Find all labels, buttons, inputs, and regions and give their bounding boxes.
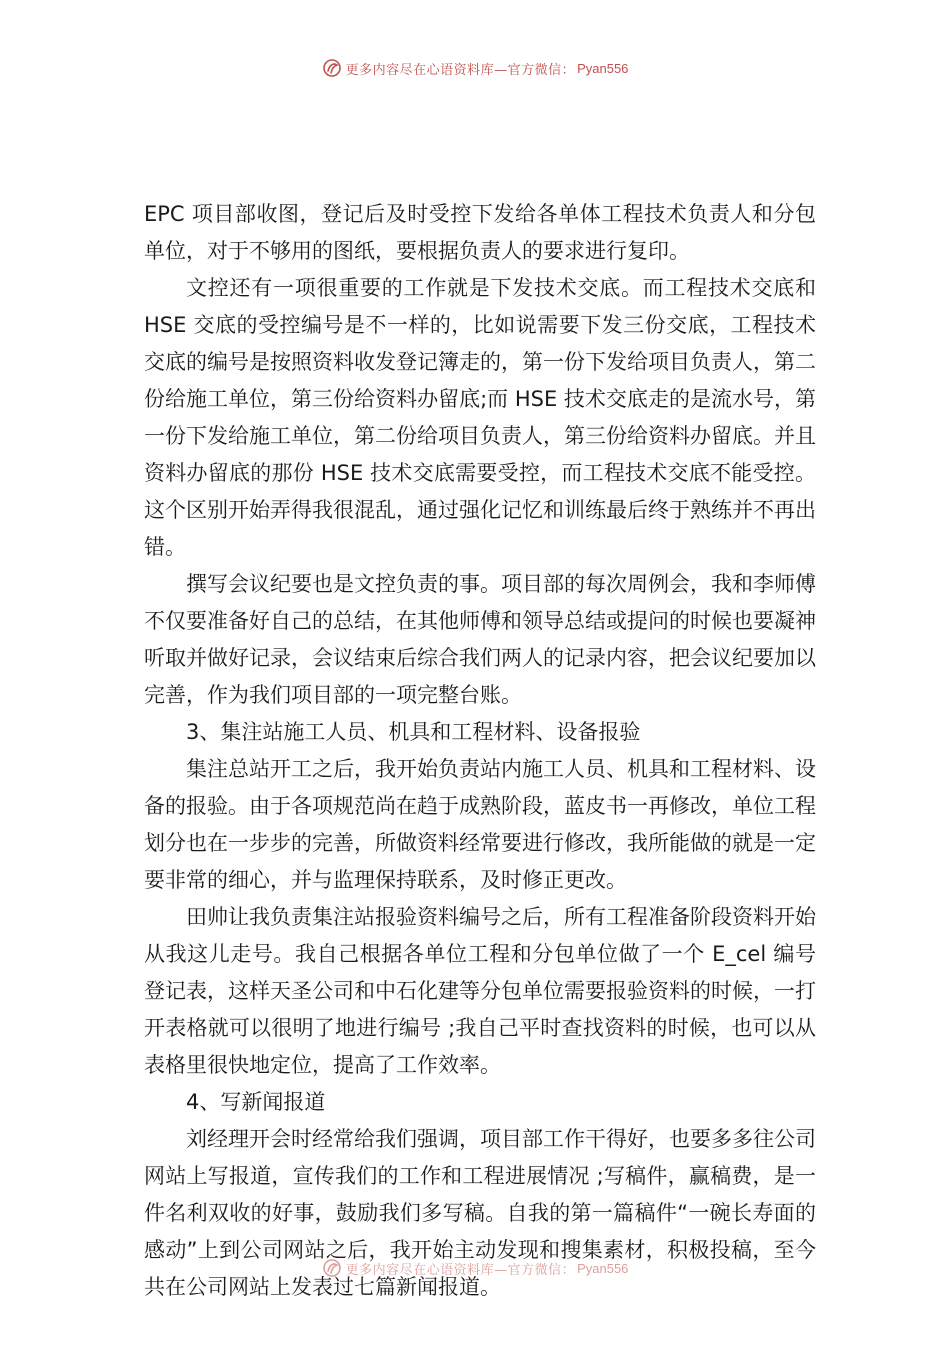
watermark-text: 更多内容尽在心语资料库—官方微信： <box>345 1262 576 1278</box>
watermark-header <box>0 58 950 78</box>
section-heading-4: 4、写新闻报道 <box>186 1090 326 1114</box>
logo-icon <box>322 58 342 78</box>
watermark-id: Pyan556 <box>577 60 629 76</box>
paragraph-4: 集注总站开工之后，我开始负责站内施工人员、机具和工程材料、设备的报验。由于各项规范尚在趋于成熟阶段，蓝皮书一再修改，单位工程划分也在一步步的完善，所做资料经常要进行修改，我所能做的就是一定要非常的细心，并与监理保持联系，及时修正更改。 <box>144 757 816 892</box>
watermark-id: Pyan556 <box>577 1260 629 1276</box>
paragraph-3: 撰写会议纪要也是文控负责的事。项目部的每次周例会，我和李师傅不仅要准备好自己的总结，在其他师傅和领导总结或提问的时候也要凝神听取并做好记录，会议结束后综合我们两人的记录内容，把会议纪要加以完善，作为我们项目部的一项完整台账。 <box>144 572 816 707</box>
paragraph-5: 田帅让我负责集注站报验资料编号之后，所有工程准备阶段资料开始从我这儿走号。我自己根据各单位工程和分包单位做了一个 E_cel 编号登记表，这样天圣公司和中石化建等分包单位需要报验资料的时候，一打开表格就可以很明了地进行编号 ;我自己平时查找资料的时候，也可以从表格里很快地定位，提高了工作效率。 <box>144 905 816 1077</box>
watermark-footer <box>0 1258 950 1278</box>
paragraph-2: 文控还有一项很重要的工作就是下发技术交底。而工程技术交底和 HSE 交底的受控编号是不一样的，比如说需要下发三份交底，工程技术交底的编号是按照资料收发登记簿走的，第一份下发给项目负责人，第二份给施工单位，第三份给资料办留底;而 HSE 技术交底走的是流水号，第一份下发给施工单位，第二份给项目负责人，第三份给资料办留底。并且资料办留底的那份 HSE 技术交底需要受控，而工程技术交底不能受控。这个区别开始弄得我很混乱，通过强化记忆和训练最后终于熟练并不再出错。 <box>144 276 816 559</box>
section-heading-3: 3、集注站施工人员、机具和工程材料、设备报验 <box>186 720 641 744</box>
logo-icon <box>322 1258 342 1278</box>
paragraph-6: 刘经理开会时经常给我们强调，项目部工作干得好，也要多多往公司网站上写报道，宣传我们的工作和工程进展情况 ;写稿件，赢稿费，是一件名利双收的好事，鼓励我们多写稿。自我的第一篇稿件“一碗长寿面的感动”上到公司网站之后，我开始主动发现和搜集素材，积极投稿，至今共在公司网站上发表过七篇新闻报道。 <box>144 1127 816 1299</box>
paragraph-1: EPC 项目部收图，登记后及时受控下发给各单体工程技术负责人和分包单位，对于不够用的图纸，要根据负责人的要求进行复印。 <box>144 202 816 263</box>
watermark-text: 更多内容尽在心语资料库—官方微信： <box>345 62 576 78</box>
document-body <box>144 196 816 1306</box>
